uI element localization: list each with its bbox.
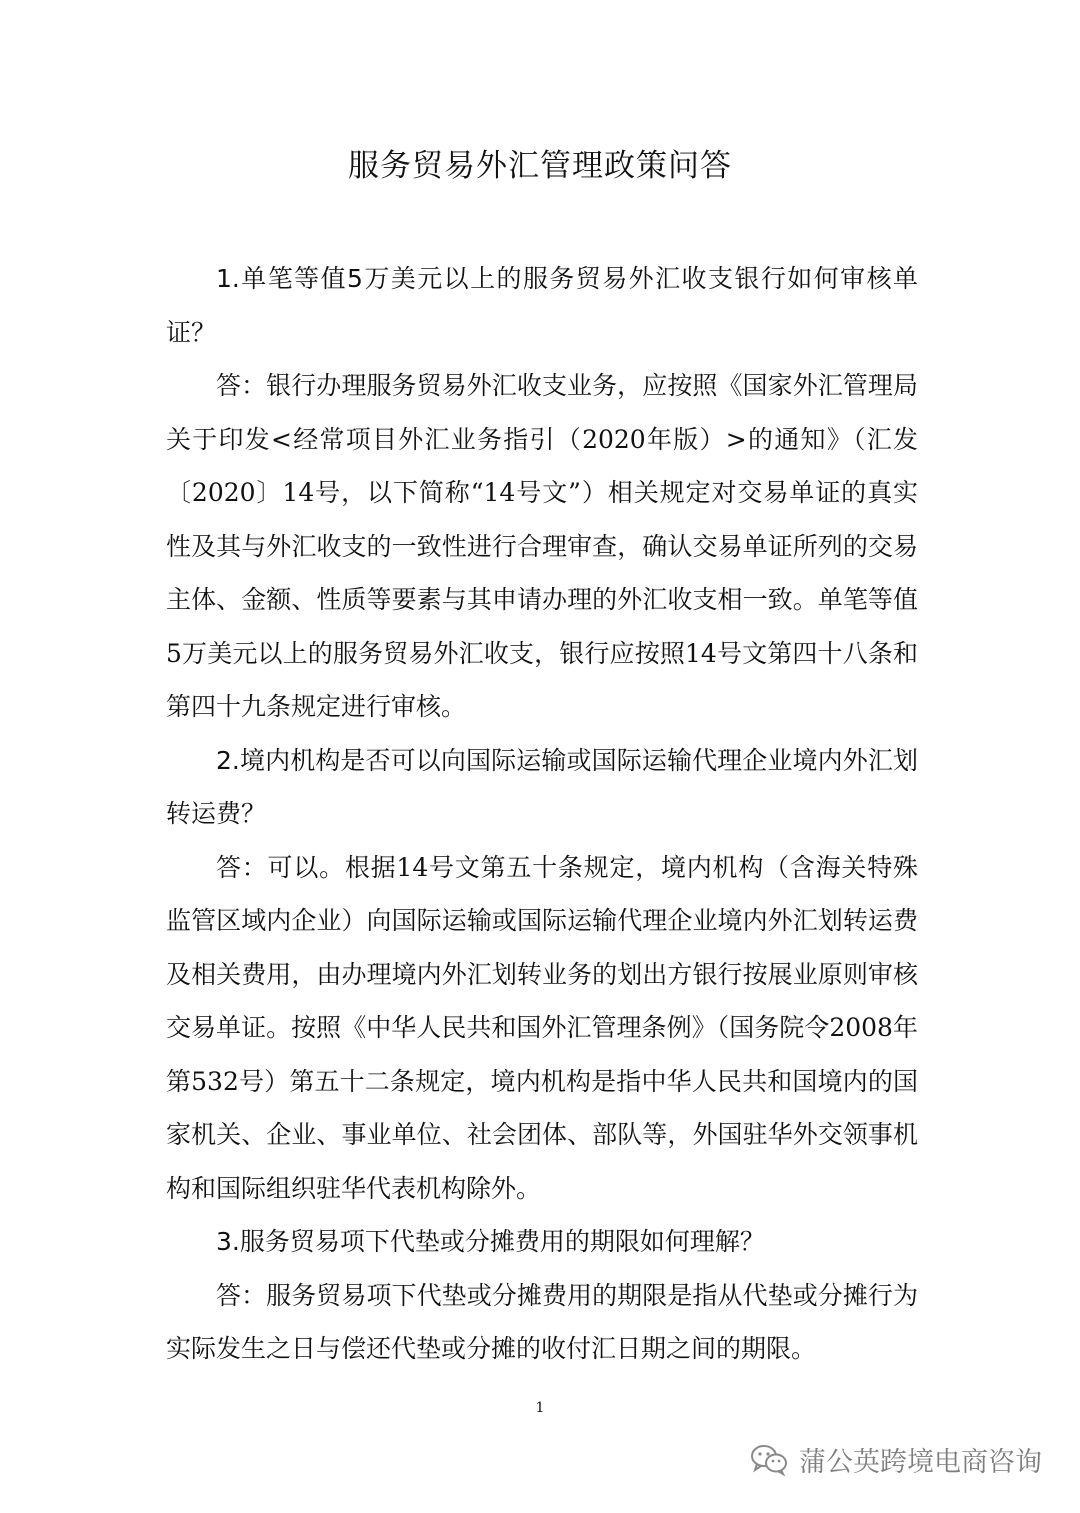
document-title: 服务贸易外汇管理政策问答 bbox=[348, 148, 732, 184]
watermark-text: 蒲公英跨境电商咨询 bbox=[799, 1447, 1042, 1478]
answer-1: 答：银行办理服务贸易外汇收支业务，应按照《国家外汇管理局关于印发<经常项目外汇业务指引（2020年版）>的通知》（汇发〔2020〕14号，以下简称“14号文”）相关规定对交易单证的真实性及其与外汇收支的一致性进行合理审查，确认交易单证所列的交易主体、金额、性质等要素与其申请办理的外汇收支相一致。单笔等值5万美元以上的服务贸易外汇收支，银行应按照14号文第四十八条和第四十九条规定进行审核。 bbox=[166, 371, 918, 721]
question-3: 3.服务贸易项下代垫或分摊费用的期限如何理解？ bbox=[216, 1227, 765, 1256]
document-body bbox=[166, 252, 918, 1376]
wechat-icon bbox=[749, 1443, 789, 1477]
answer-2: 答：可以。根据14号文第五十条规定，境内机构（含海关特殊监管区域内企业）向国际运输或国际运输代理企业境内外汇划转运费及相关费用，由办理境内外汇划转业务的划出方银行按展业原则审核交易单证。按照《中华人民共和国外汇管理条例》（国务院令2008年第532号）第五十二条规定，境内机构是指中华人民共和国境内的国家机关、企业、事业单位、社会团体、部队等，外国驻华外交领事机构和国际组织驻华代表机构除外。 bbox=[166, 852, 918, 1203]
answer-3: 答：服务贸易项下代垫或分摊费用的期限是指从代垫或分摊行为实际发生之日与偿还代垫或分摊的收付汇日期之间的期限。 bbox=[166, 1280, 918, 1363]
page-number: 1 bbox=[535, 1400, 545, 1416]
question-2: 2.境内机构是否可以向国际运输或国际运输代理企业境内外汇划转运费？ bbox=[166, 745, 918, 828]
question-1: 1.单笔等值5万美元以上的服务贸易外汇收支银行如何审核单证？ bbox=[166, 264, 918, 347]
watermark bbox=[749, 1440, 1042, 1479]
